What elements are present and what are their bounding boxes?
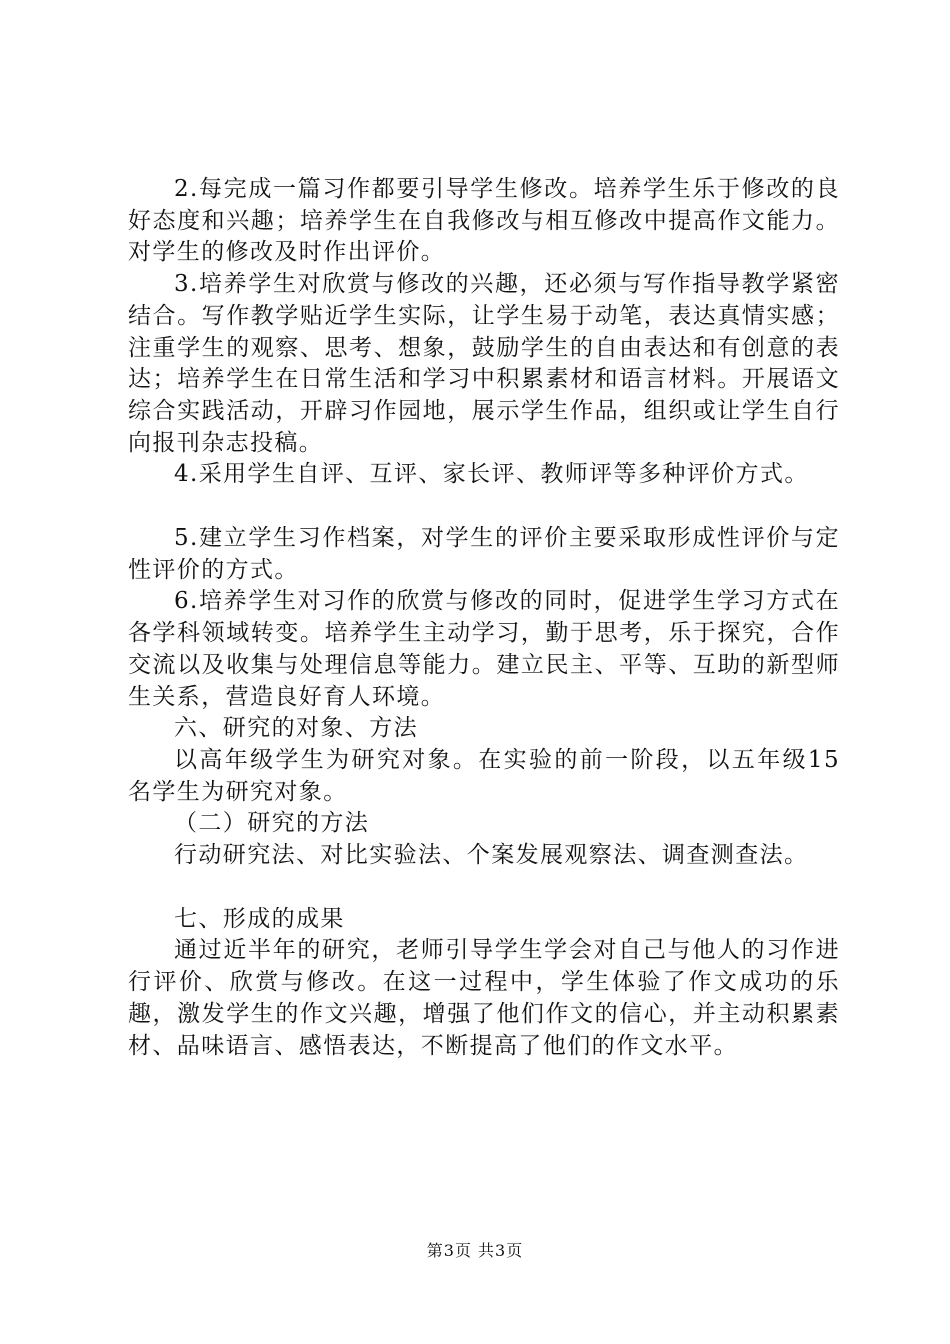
paragraph-item-4: 4.采用学生自评、互评、家长评、教师评等多种评价方式。 [174,461,809,488]
results-paragraph: 通过近半年的研究，老师引导学生学会对自己与他人的习作进行评价、欣赏与修改。在这一过程中，学生体验了作文成功的乐趣，激发学生的作文兴趣，增强了他们作文的信心，并主动积累素材、品味语言、感悟表达，不断提高了他们的作文水平。 [128,937,840,1059]
page-footer: 第3页 共3页 [426,1241,524,1260]
research-subjects-paragraph: 以高年级学生为研究对象。在实验的前一阶段，以五年级15名学生为研究对象。 [128,746,840,805]
research-methods-paragraph: 行动研究法、对比实验法、个案发展观察法、调查测查法。 [174,842,809,869]
section-heading-six: 六、研究的对象、方法 [174,715,418,742]
section-heading-seven: 七、形成的成果 [174,905,345,932]
paragraph-item-6: 6.培养学生对习作的欣赏与修改的同时，促进学生学习方式在各学科领域转变。培养学生主动学习，勤于思考，乐于探究，合作交流以及收集与处理信息等能力。建立民主、平等、互助的新型师生关系，营造良好育人环境。 [128,588,840,710]
document-body [128,174,840,1062]
paragraph-item-3: 3.培养学生对欣赏与修改的兴趣，还必须与写作指导教学紧密结合。写作教学贴近学生实际，让学生易于动笔，表达真情实感；注重学生的观察、思考、想象，鼓励学生的自由表达和有创意的表达；培养学生在日常生活和学习中积累素材和语言材料。开展语文综合实践活动，开辟习作园地，展示学生作品，组织或让学生自行向报刊杂志投稿。 [128,271,840,456]
paragraph-gap [128,872,840,904]
paragraph-item-5: 5.建立学生习作档案，对学生的评价主要采取形成性评价与定性评价的方式。 [128,525,840,583]
paragraph-gap [128,491,840,523]
paragraph-item-2: 2.每完成一篇习作都要引导学生修改。培养学生乐于修改的良好态度和兴趣；培养学生在自我修改与相互修改中提高作文能力。对学生的修改及时作出评价。 [128,176,840,266]
subsection-heading-methods: （二）研究的方法 [174,810,370,837]
